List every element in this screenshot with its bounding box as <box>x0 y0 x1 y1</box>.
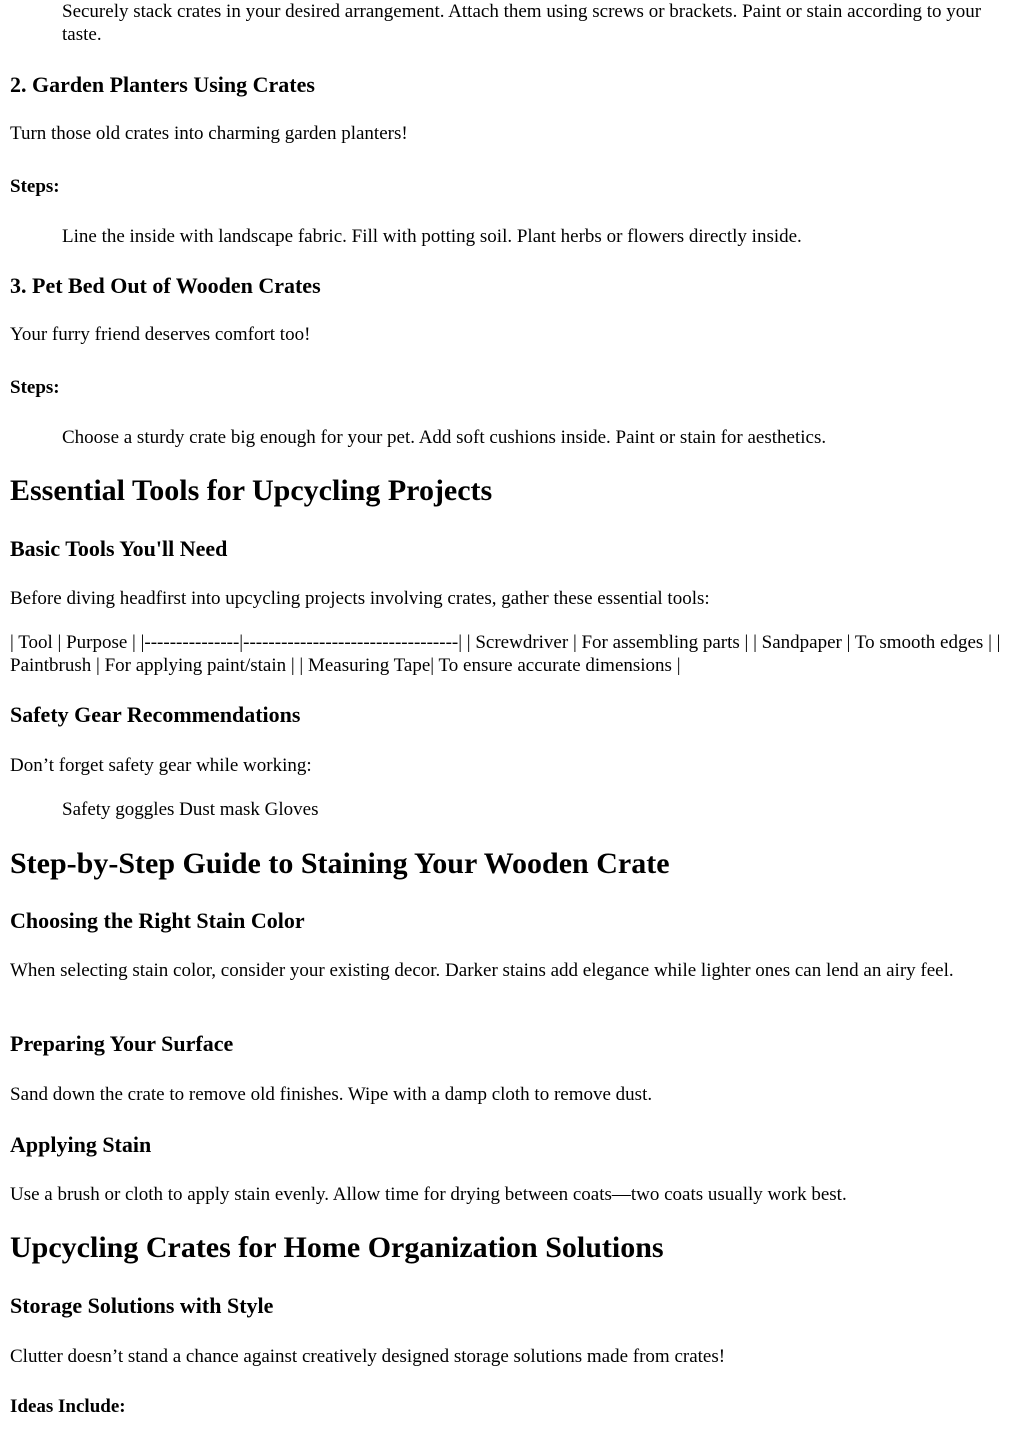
garden-steps-list: Line the inside with landscape fabric. Fill with potting soil. Plant herbs or flowers directly inside. <box>62 226 802 247</box>
garden-planters-text: Turn those old crates into charming garden planters! <box>10 123 408 144</box>
garden-planters-heading: 2. Garden Planters Using Crates <box>10 72 315 97</box>
ideas-include-label: Ideas Include: <box>10 1396 126 1417</box>
organization-section-heading: Upcycling Crates for Home Organization Solutions <box>10 1231 664 1264</box>
pet-bed-text: Your furry friend deserves comfort too! <box>10 324 311 345</box>
preparing-surface-text: Sand down the crate to remove old finishes. Wipe with a damp cloth to remove dust. <box>10 1084 653 1105</box>
garden-steps-label: Steps: <box>10 176 60 197</box>
pet-bed-heading: 3. Pet Bed Out of Wooden Crates <box>10 273 321 298</box>
staining-section-heading: Step-by-Step Guide to Staining Your Wooden Crate <box>10 847 670 880</box>
shelf-steps-list: Securely stack crates in your desired arrangement. Attach them using screws or brackets. Paint or stain according to your taste. <box>62 1 982 45</box>
pet-steps-list: Choose a sturdy crate big enough for your pet. Add soft cushions inside. Paint or stain for aesthetics. <box>62 427 827 448</box>
storage-solutions-text: Clutter doesn’t stand a chance against creatively designed storage solutions made from crates! <box>10 1346 726 1367</box>
basic-tools-heading: Basic Tools You'll Need <box>10 536 228 561</box>
tools-section-heading: Essential Tools for Upcycling Projects <box>10 474 493 507</box>
safety-gear-list: Safety goggles Dust mask Gloves <box>62 799 319 820</box>
preparing-surface-heading: Preparing Your Surface <box>10 1031 234 1056</box>
basic-tools-text: Before diving headfirst into upcycling projects involving crates, gather these essential tools: <box>10 588 710 609</box>
pet-steps-label: Steps: <box>10 377 60 398</box>
safety-gear-heading: Safety Gear Recommendations <box>10 702 301 727</box>
stain-color-text: When selecting stain color, consider your existing decor. Darker stains add elegance while lighter ones can lend an airy feel. <box>10 960 954 981</box>
stain-color-heading: Choosing the Right Stain Color <box>10 908 305 933</box>
tools-table-text: | Tool | Purpose | |---------------|----------------------------------| | Screwdriver | For assembling parts | | Sandpaper | To smooth edges | | Paintbrush | For applying paint/stain | | Measuring Tape| To ensure accurate dimensions | <box>10 632 1001 676</box>
applying-stain-heading: Applying Stain <box>10 1132 152 1157</box>
applying-stain-text: Use a brush or cloth to apply stain evenly. Allow time for drying between coats—two coats usually work best. <box>10 1184 847 1205</box>
safety-gear-text: Don’t forget safety gear while working: <box>10 755 312 776</box>
storage-solutions-heading: Storage Solutions with Style <box>10 1293 274 1318</box>
